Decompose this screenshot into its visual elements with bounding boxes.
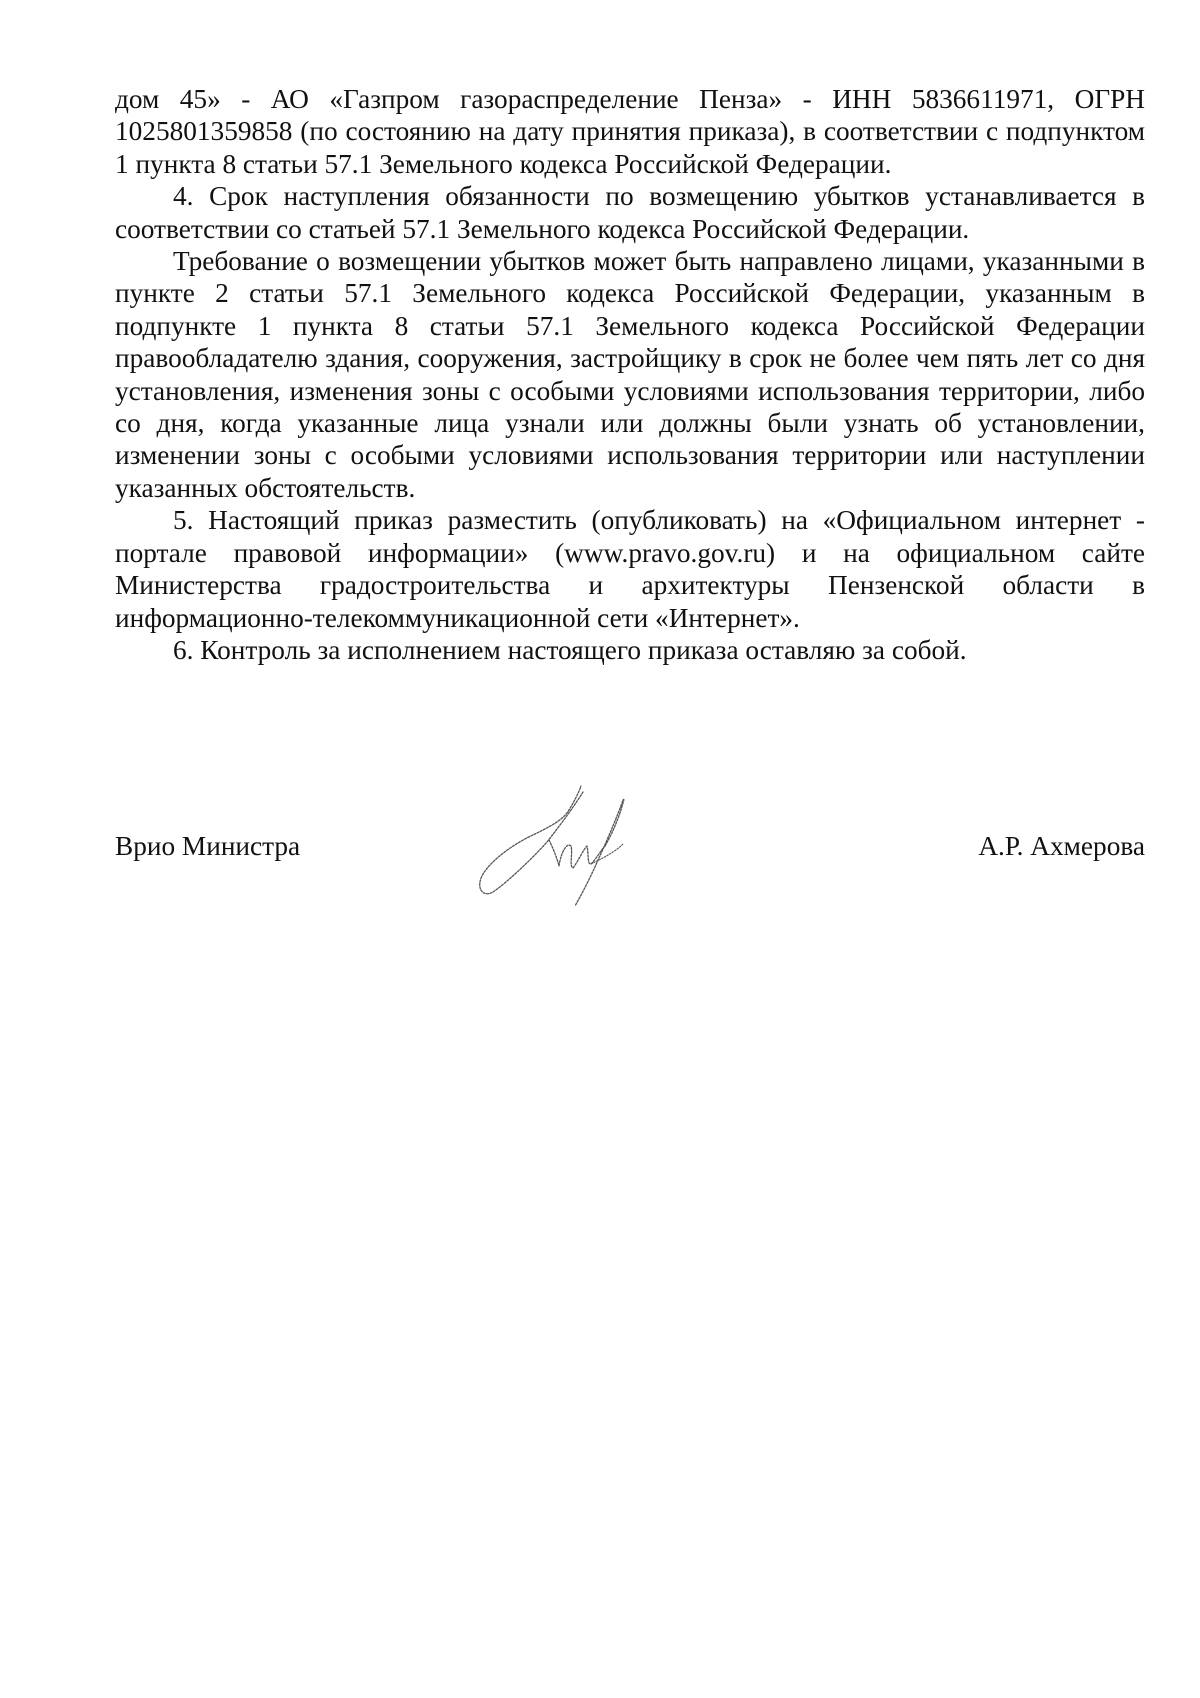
paragraph-item-6: 6. Контроль за исполнением настоящего приказа оставляю за собой. — [173, 634, 967, 665]
signatory-position: Врио Министра — [115, 831, 301, 861]
paragraph-damages-claim: Требование о возмещении убытков может быть направлено лицами, указанными в пункте 2 статьи 57.1 Земельного кодекса Российской Федерации, указанным в подпункте 1 пункта 8 статьи 57.1 Земельного кодекса Российской Федерации правообладателю здания, сооружения, застройщику в срок не более чем пять лет со дня установления, изменения зоны с особыми условиями использования территории, либо со дня, когда указанные лица узнали или должны были узнать об установлении, изменении зоны с особыми условиями использования территории или наступлении указанных обстоятельств. — [115, 246, 1145, 503]
signatory-name: А.Р. Ахмерова — [978, 831, 1145, 861]
paragraph-continuation: дом 45» - АО «Газпром газораспределение Пенза» - ИНН 5836611971, ОГРН 1025801359858 (по состоянию на дату принятия приказа), в соответствии с подпунктом 1 пункта 8 статьи 57.1 Земельного кодекса Российской Федерации. — [115, 84, 1145, 179]
document-body — [115, 83, 1145, 666]
paragraph-item-5: 5. Настоящий приказ разместить (опубликовать) на «Официальном интернет - портале правовой информации» (www.pravo.gov.ru) и на официальном сайте Министерства градостроительства и архитектуры Пензенской области в информационно-телекоммуникационной сети «Интернет». — [115, 505, 1145, 633]
paragraph-item-4: 4. Срок наступления обязанности по возмещению убытков устанавливается в соответствии со статьей 57.1 Земельного кодекса Российской Федерации. — [115, 181, 1145, 244]
handwritten-signature — [465, 780, 655, 910]
signature-block — [115, 780, 1145, 930]
